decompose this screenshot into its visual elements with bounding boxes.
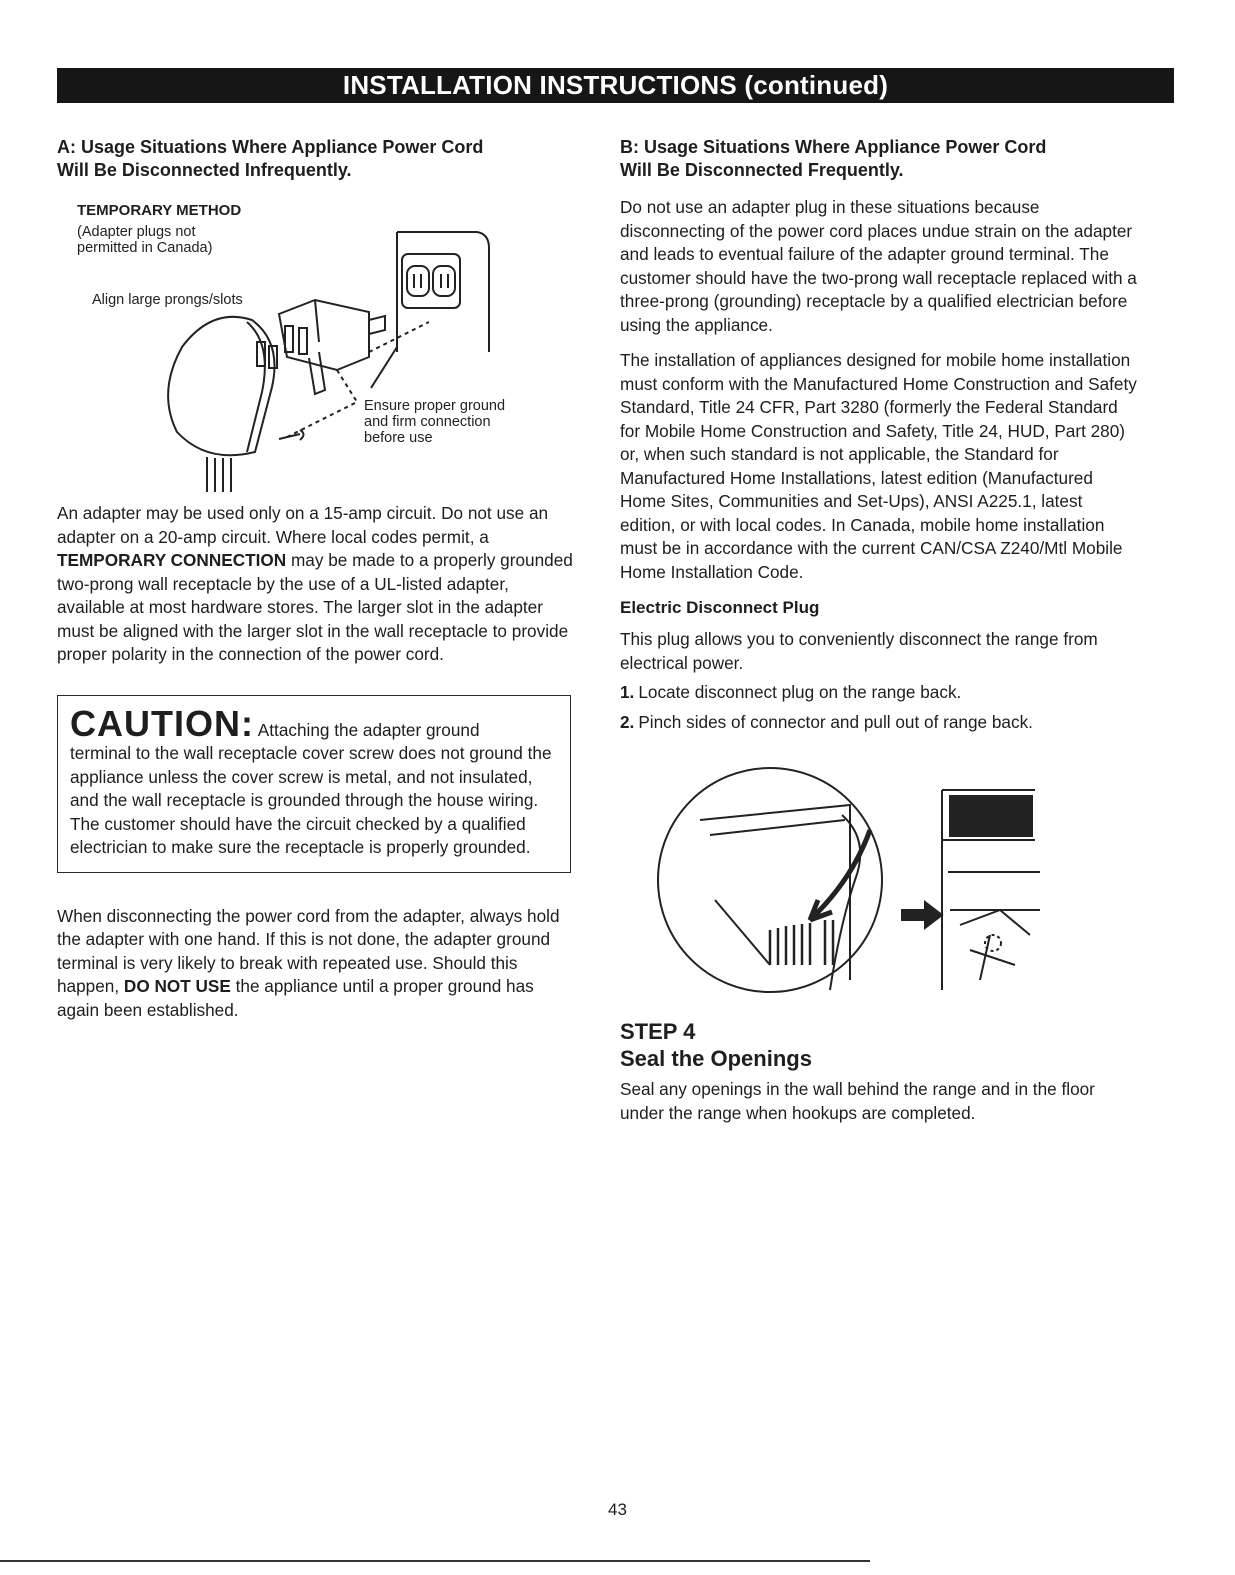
outlet-left [407,266,429,296]
outlet-right [433,266,455,296]
disconnect-paragraph [57,905,577,1023]
adapter-paragraph-text-a: An adapter may be used only on a 15-amp circuit. Do not use an adapter on a 20-amp circuit. Where local codes permit, a [57,503,549,547]
ground-label-line1: Ensure proper ground [364,398,506,414]
disconnect-steps [620,681,1140,734]
adapter-note-line2: permitted in Canada) [77,240,213,256]
pointer-arrow-icon [902,902,942,928]
step-number: 2. [620,712,635,732]
disconnect-paragraph-text-b: the appliance until a proper ground has again been established. [57,976,534,1020]
connector [770,920,833,965]
step-text: Pinch sides of connector and pull out of range back. [638,712,1033,732]
temporary-connection-keyword: TEMPORARY CONNECTION [57,550,287,570]
step-text: Locate disconnect plug on the range back. [638,682,962,702]
section-a-heading [57,136,577,182]
adapter-paragraph [57,502,577,667]
caution-box [57,695,571,873]
range-back-illustration [620,760,1140,1000]
page-number: 43 [608,1500,627,1519]
section-b-heading-line2: Will Be Disconnected Frequently. [620,160,904,180]
bottom-rule [0,1560,870,1562]
list-item [620,681,1140,704]
section-b-heading [620,136,1140,182]
section-b-heading-line1: B: Usage Situations Where Appliance Power Cord [620,137,1047,157]
adapter-illustration [57,202,577,502]
caution-text [70,702,560,860]
adapter-paragraph-text-b: may be made to a properly grounded two-prong wall receptacle by the use of a UL-listed adapter, available at most hardware stores. The larger slot in the adapter must be aligned with the larger slot in the wall receptacle to provide proper polarity in the connection of the power cord. [57,550,573,664]
step-title: Seal the Openings [620,1046,812,1071]
disconnect-paragraph-text-a: When disconnecting the power cord from the adapter, always hold the adapter with one hand. If this is not done, the adapter ground terminal is very likely to break with repeated use. Should this happen, [57,905,560,996]
disconnect-plug-paragraph: This plug allows you to conveniently disconnect the range from electrical power. [620,629,1098,673]
caution-rest: terminal to the wall receptacle cover screw does not ground the appliance unless the cover screw is metal, and not insulated, and the wall receptacle is grounded through the house wiring. The customer should have the circuit checked by a qualified electrician to make sure the receptacle is properly grounded. [70,743,552,857]
caution-word: CAUTION: [70,702,254,744]
adapter-note-line1: (Adapter plugs not [77,224,196,240]
step-label: STEP 4 [620,1019,696,1044]
adapter-figure [57,202,577,502]
do-not-use-keyword: DO NOT USE [123,976,231,996]
step-number: 1. [620,682,635,702]
right-column [620,136,1140,1125]
seal-openings-paragraph: Seal any openings in the wall behind the range and in the floor under the range when hookups are completed. [620,1079,1095,1123]
mobile-home-paragraph: The installation of appliances designed for mobile home installation must conform with the Manufactured Home Construction and Safety Standard, Title 24 CFR, Part 3280 (formerly the Federal Standard for Mobile Home Construction and Safety, Title 24, HUD, Part 280) or, when such standard is not applicable, the Standard for Manufactured Home Installations, latest edition (Manufactured Home Sites, Communities and Set-Ups), ANSI A225.1, latest edition, or with local codes. In Canada, mobile home installation must be in accordance with the current CAN/CSA Z240/Mtl Mobile Home Installation Code. [620,350,1137,582]
caution-lead: Attaching the adapter ground [253,719,480,740]
ground-screw [279,430,304,440]
list-item [620,711,1140,734]
figure-title: TEMPORARY METHOD [77,202,242,219]
section-a-heading-line1: A: Usage Situations Where Appliance Power Cord [57,137,484,157]
frequent-disconnect-paragraph: Do not use an adapter plug in these situations because disconnecting of the power cord places undue strain on the adapter and leads to eventual failure of the adapter ground terminal. The customer should have the two-prong wall receptacle replaced with a three-prong (grounding) receptacle by a qualified electrician before using the appliance. [620,197,1137,335]
align-label: Align large prongs/slots [92,292,243,308]
alignment-line [287,322,429,437]
ground-label-line2: and firm connection [364,414,491,430]
pull-arrow-icon [810,830,870,920]
section-banner: INSTALLATION INSTRUCTIONS (continued) [57,68,1174,103]
wall-plate [397,232,489,352]
receptacle-outline [402,254,460,308]
disconnect-plug-figure [620,760,1140,1000]
ground-label-line3: before use [364,430,433,446]
electric-disconnect-heading: Electric Disconnect Plug [620,598,820,617]
left-column [57,136,577,1022]
section-a-heading-line2: Will Be Disconnected Infrequently. [57,160,352,180]
